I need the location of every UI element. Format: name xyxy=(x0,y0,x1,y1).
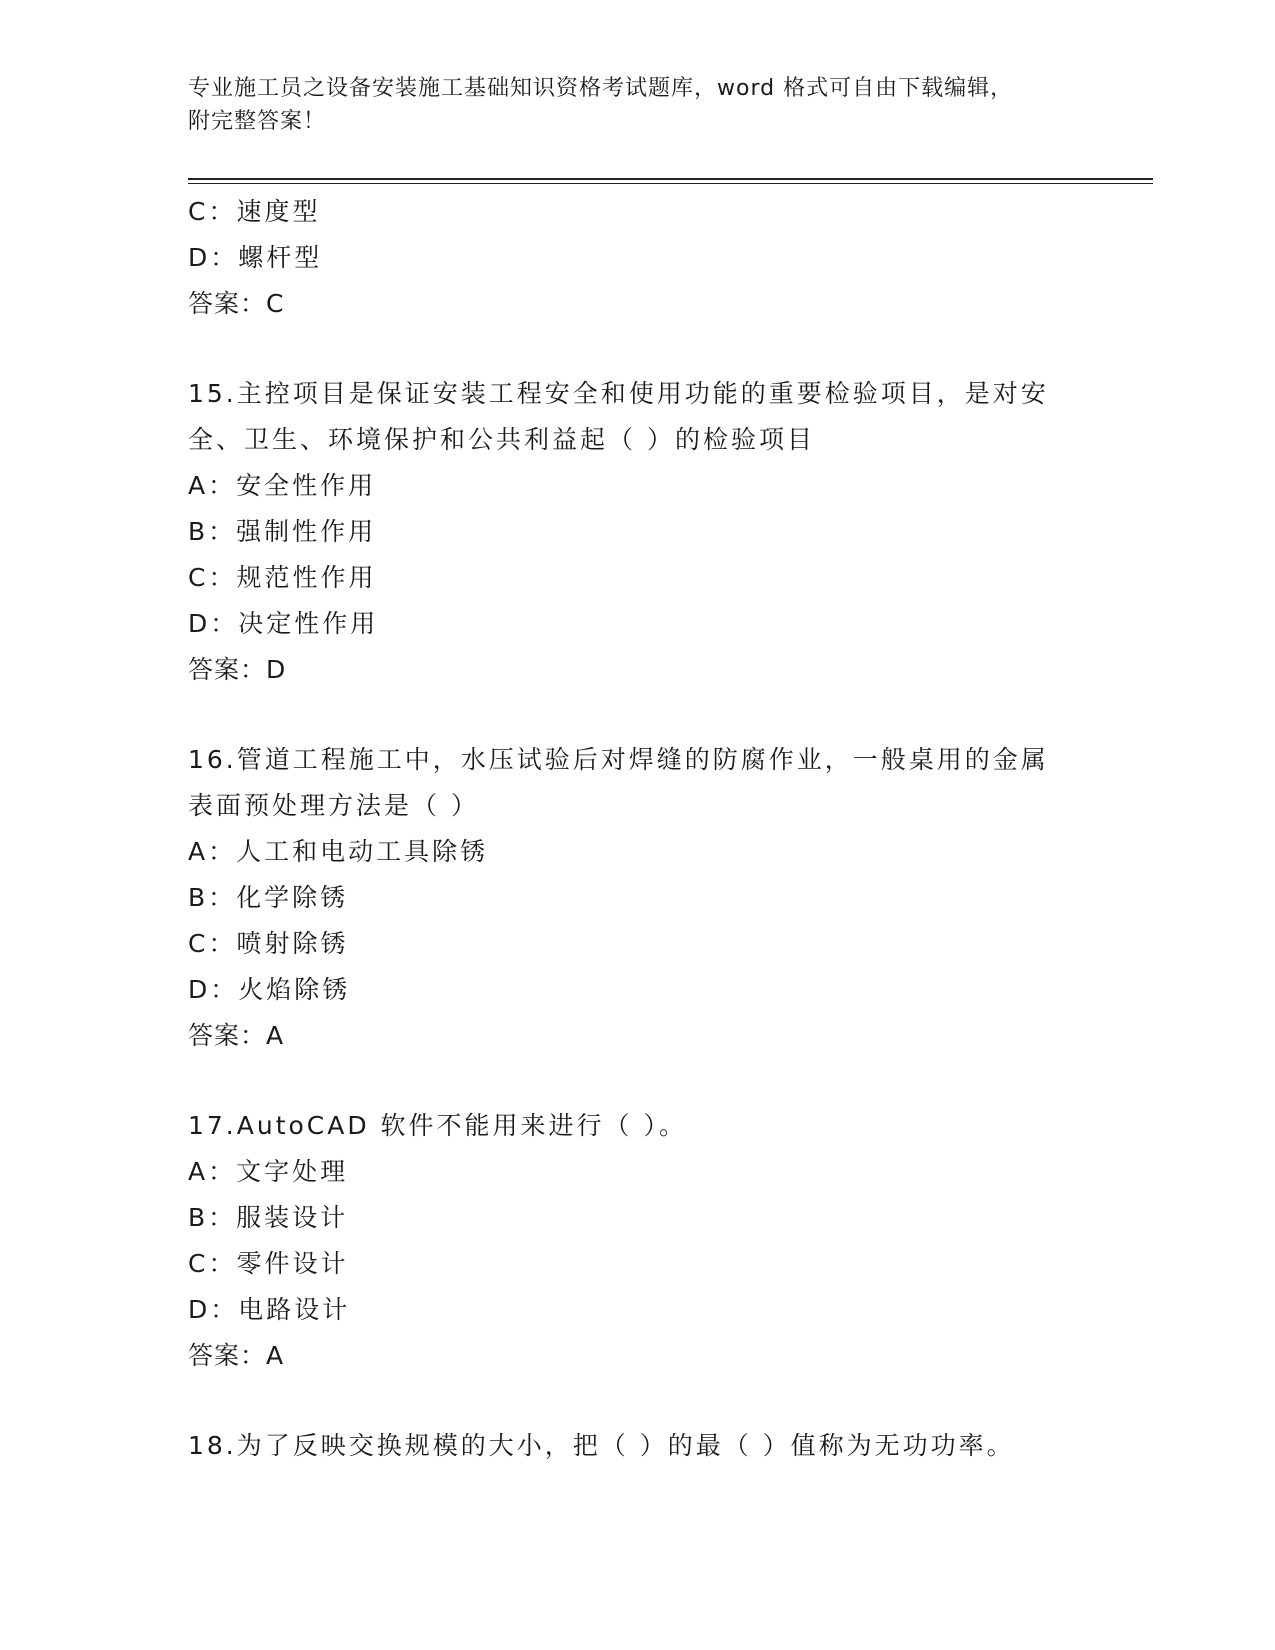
question-stem-line: 表面预处理方法是（ ） xyxy=(188,791,479,820)
option-c: C：规范性作用 xyxy=(188,563,377,592)
option-a: A：文字处理 xyxy=(188,1157,349,1186)
question-stem-line: 17.AutoCAD 软件不能用来进行（ ）。 xyxy=(188,1111,688,1140)
spacer xyxy=(188,327,1148,371)
question-stem-line: 18.为了反映交换规模的大小，把（ ）的最（ ）值称为无功功率。 xyxy=(188,1431,1015,1460)
option-a: A：安全性作用 xyxy=(188,471,377,500)
question-stem-line: 15.主控项目是保证安装工程安全和使用功能的重要检验项目，是对安 xyxy=(188,379,1049,408)
spacer xyxy=(188,1059,1148,1103)
question-stem-line: 16.管道工程施工中，水压试验后对焊缝的防腐作业，一般桌用的金属 xyxy=(188,745,1049,774)
document-header xyxy=(188,72,1088,138)
option-c: C：零件设计 xyxy=(188,1249,349,1278)
spacer xyxy=(188,693,1148,737)
option-c: C：速度型 xyxy=(188,197,321,226)
option-d: D：电路设计 xyxy=(188,1295,351,1324)
option-d: D：螺杆型 xyxy=(188,243,323,272)
question-18 xyxy=(188,1423,1148,1469)
answer-line: 答案：A xyxy=(188,1341,285,1370)
header-line-2: 附完整答案！ xyxy=(188,109,327,134)
header-line-1: 专业施工员之设备安装施工基础知识资格考试题库，word 格式可自由下载编辑， xyxy=(188,76,1014,101)
question-16 xyxy=(188,737,1148,1059)
answer-line: 答案：D xyxy=(188,655,287,684)
option-b: B：化学除锈 xyxy=(188,883,349,912)
question-17 xyxy=(188,1103,1148,1379)
option-b: B：服装设计 xyxy=(188,1203,349,1232)
spacer xyxy=(188,1379,1148,1423)
option-b: B：强制性作用 xyxy=(188,517,377,546)
question-list xyxy=(188,189,1148,1469)
question-stem-line: 全、卫生、环境保护和公共利益起（ ）的检验项目 xyxy=(188,425,815,454)
question-14-tail xyxy=(188,189,1148,327)
answer-line: 答案：C xyxy=(188,289,285,318)
question-15 xyxy=(188,371,1148,693)
answer-line: 答案：A xyxy=(188,1021,285,1050)
option-d: D：决定性作用 xyxy=(188,609,379,638)
option-c: C：喷射除锈 xyxy=(188,929,349,958)
header-divider-thick xyxy=(188,178,1153,180)
option-a: A：人工和电动工具除锈 xyxy=(188,837,489,866)
header-divider-thin xyxy=(188,183,1153,184)
option-d: D：火焰除锈 xyxy=(188,975,351,1004)
